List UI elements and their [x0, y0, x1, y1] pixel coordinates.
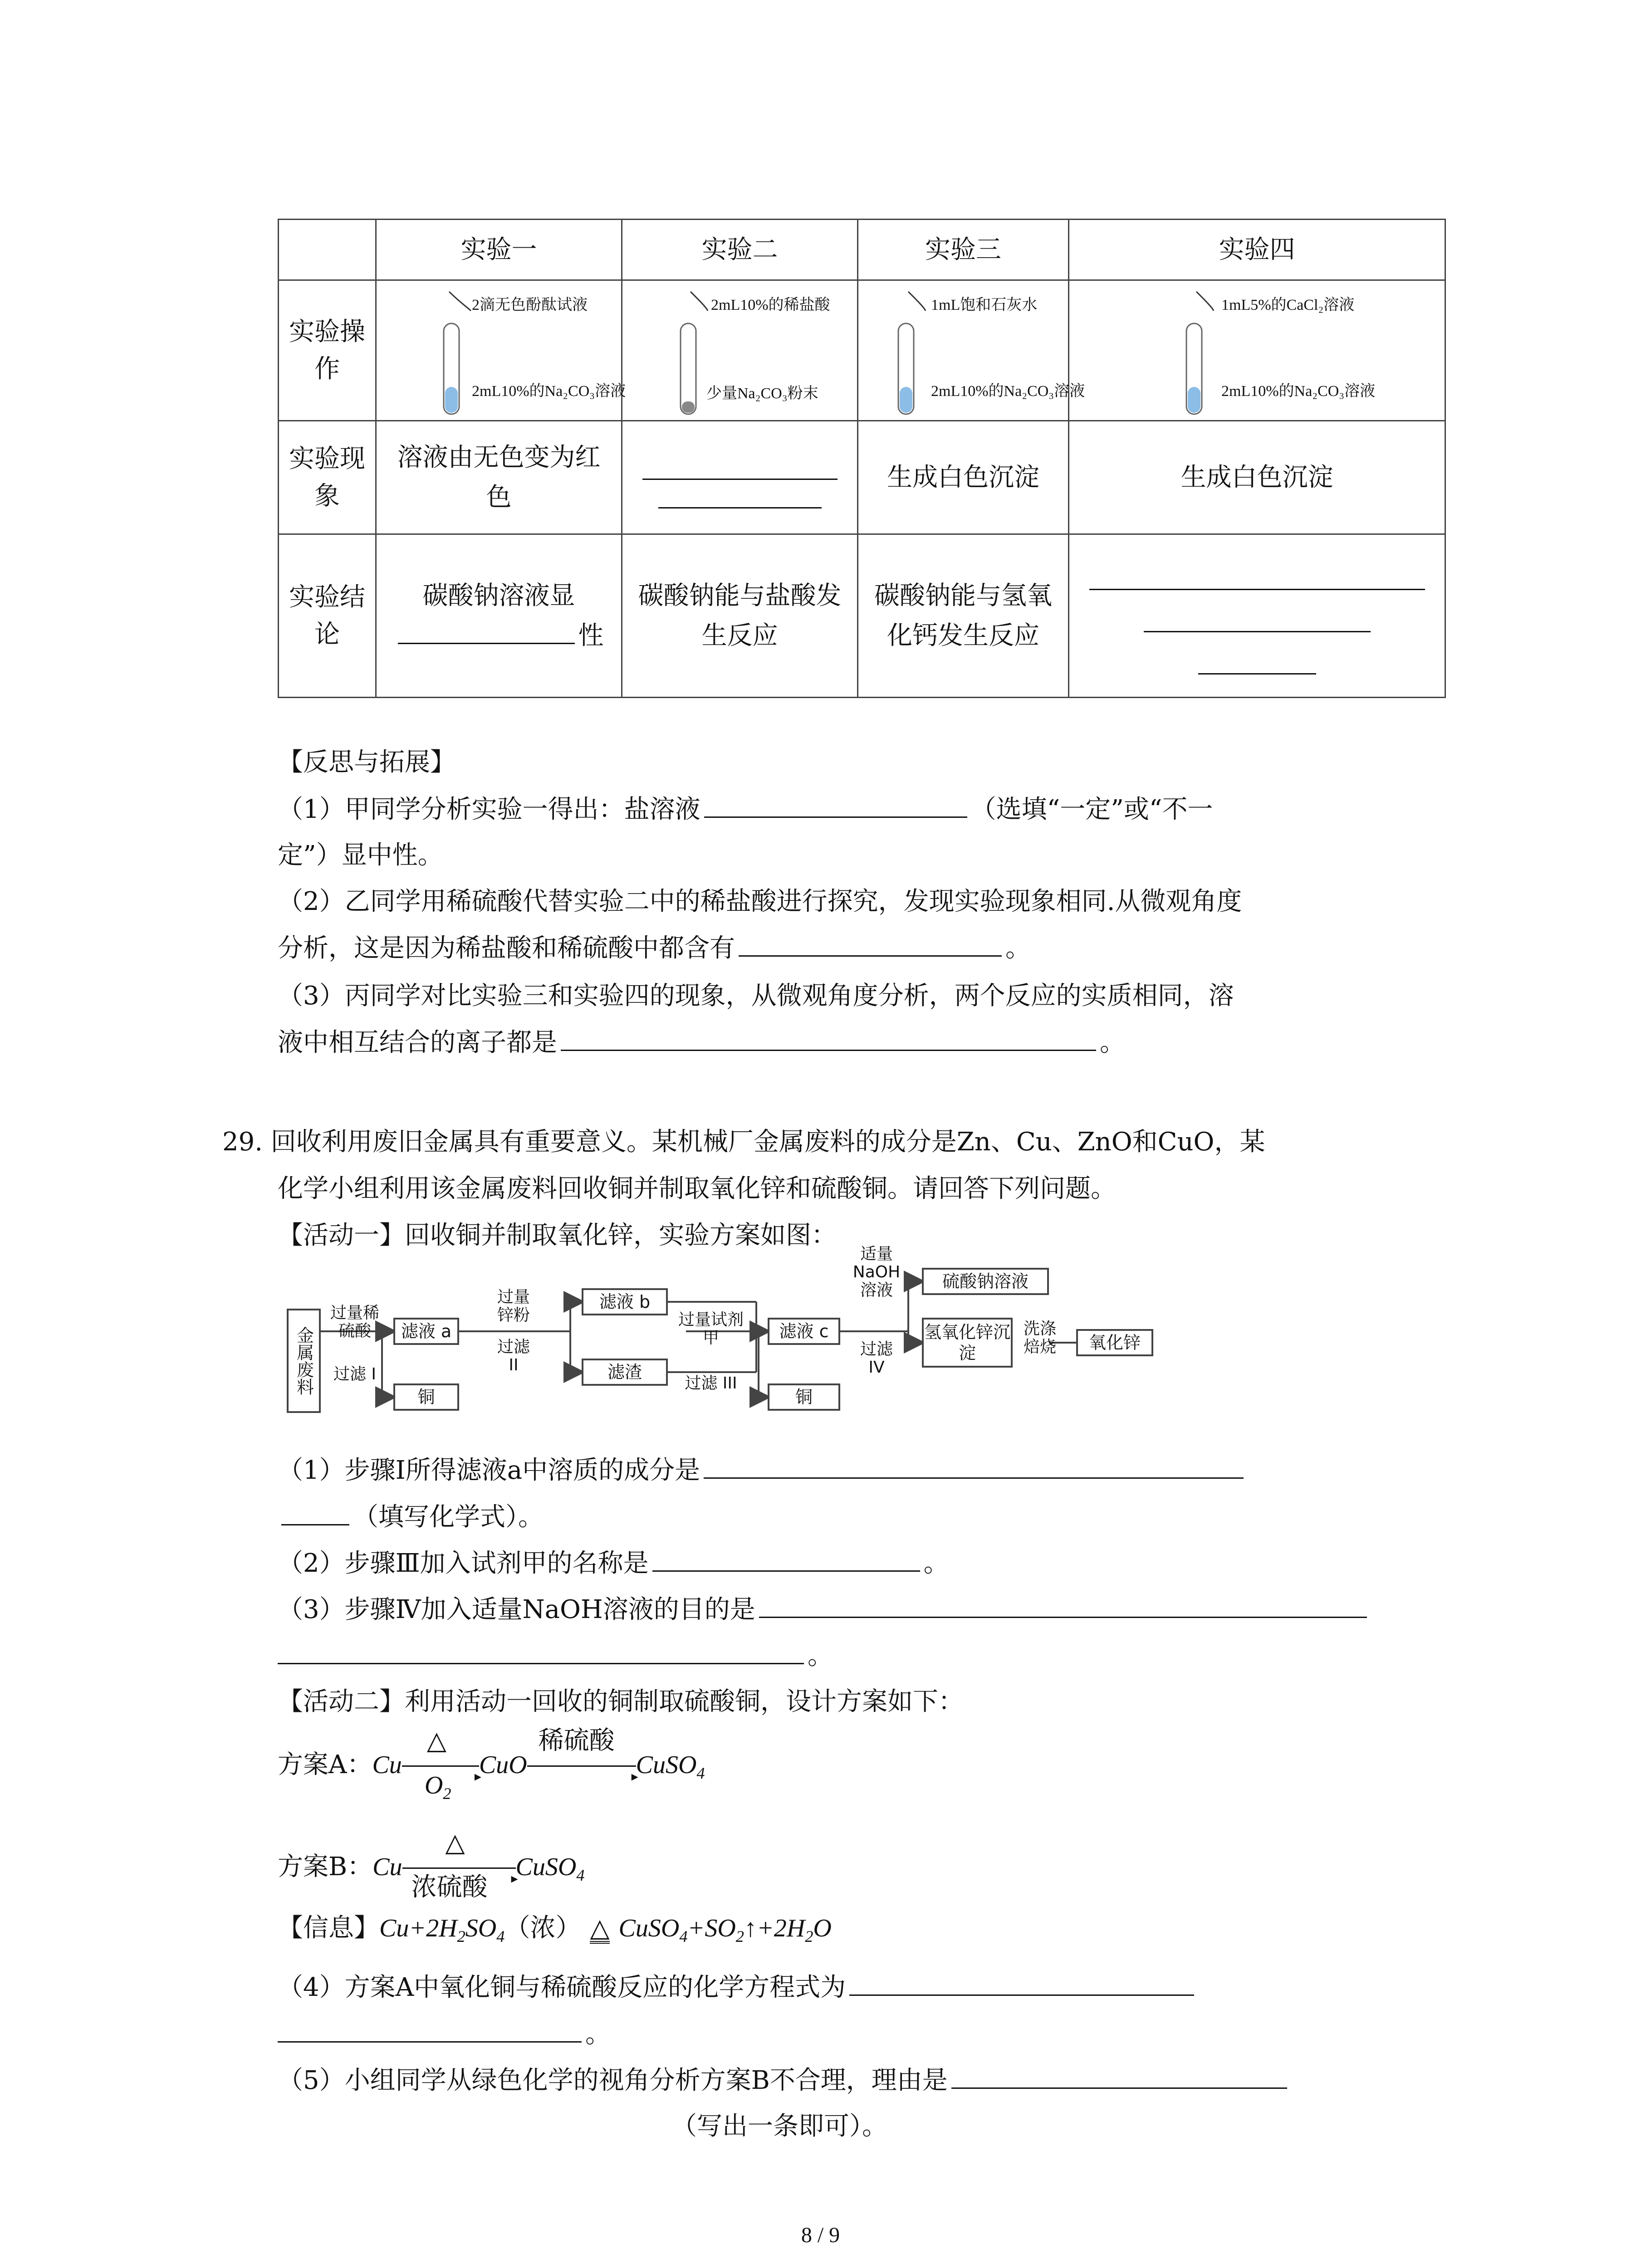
- op3-top-label: 1mL饱和石灰水: [931, 296, 1038, 313]
- test-tube-icon: [1174, 283, 1215, 419]
- flow-filtrate-c: 滤液 c: [768, 1318, 840, 1345]
- operation-exp1: [376, 280, 626, 421]
- flow-residue: 滤渣: [582, 1359, 668, 1386]
- op1-bottom-label: 2mL10%的Na₂CO₃溶液: [472, 382, 626, 400]
- experiment-table: [278, 219, 1446, 698]
- flow-step1-reagent: 过量稀硫酸: [330, 1304, 379, 1340]
- op2-bottom-label: 少量Na₂CO₃粉末: [706, 385, 818, 402]
- row-label-conclusion: 实验结论: [279, 534, 376, 698]
- info-equation: 【信息】$Cu+2H_2SO_4$（浓） △ $CuSO_4+SO_2↑+2H_2O$: [278, 1913, 832, 1946]
- flow-wash-roast: 洗涤焙烧: [1023, 1320, 1056, 1356]
- header-exp2: 实验二: [622, 220, 858, 280]
- flow-filtrate-a: 滤液 a: [393, 1318, 459, 1345]
- q29-s5-line2: （写出一条即可）。: [671, 2112, 887, 2141]
- flow-arrows: [278, 1261, 1185, 1452]
- op4-bottom-label: 2mL10%的Na₂CO₃溶液: [1221, 382, 1376, 400]
- flow-copper-2: 铜: [768, 1383, 840, 1411]
- q29-activity2: 【活动二】利用活动一回收的铜制取硫酸铜，设计方案如下：: [278, 1687, 964, 1716]
- table-corner: [279, 220, 376, 280]
- reflect-heading: 【反思与拓展】: [278, 748, 456, 777]
- flow-step3-op: 过滤 III: [685, 1374, 737, 1393]
- op3-bottom-label: 2mL10%的Na₂CO₃溶液: [931, 382, 1085, 400]
- q29-s5-line1: （5）小组同学从绿色化学的视角分析方案B不合理，理由是: [278, 2064, 1291, 2097]
- phenomenon-exp3: 生成白色沉淀: [858, 421, 1069, 534]
- reflect-q1-line2: 定”）显中性。: [278, 841, 443, 870]
- flow-copper-1: 铜: [393, 1383, 459, 1411]
- row-label-phenomenon: 实验现象: [279, 421, 376, 534]
- answer-blank[interactable]: [561, 1026, 1096, 1051]
- answer-blank[interactable]: [739, 932, 1002, 957]
- test-tube-icon: [668, 283, 709, 419]
- answer-blank[interactable]: [759, 1593, 1367, 1618]
- test-tube-icon: [886, 283, 926, 419]
- q29-s4-line2: 。: [278, 2018, 611, 2051]
- flow-chart: [278, 1245, 1185, 1452]
- op1-top-label: 2滴无色酚酞试液: [472, 296, 588, 313]
- header-exp3: 实验三: [858, 220, 1069, 280]
- flow-step1-op: 过滤 I: [333, 1365, 377, 1383]
- reflect-q3-line1: （3）丙同学对比实验三和实验四的现象，从微观角度分析，两个反应的实质相同，溶: [278, 981, 1234, 1011]
- reflect-q3-line2: 液中相互结合的离子都是 。: [278, 1026, 1125, 1059]
- q29-s3-line2: 。: [278, 1639, 833, 1672]
- q29-s1-line1: （1）步骤Ⅰ所得滤液a中溶质的成分是: [278, 1454, 1247, 1487]
- conclusion-exp3: 碳酸钠能与氢氧化钙发生反应: [858, 534, 1069, 698]
- flow-sodium-sulfate: 硫酸钠溶液: [922, 1268, 1049, 1295]
- flow-zinc-oxide: 氧化锌: [1076, 1329, 1153, 1356]
- row-label-operation: 实验操作: [279, 280, 376, 421]
- q29-s2: （2）步骤Ⅲ加入试剂甲的名称是 。: [278, 1547, 949, 1580]
- flow-zinc-hydroxide: 氢氧化锌沉淀: [922, 1318, 1013, 1368]
- flow-step3-reagent: 过量试剂甲: [678, 1310, 744, 1347]
- page-number: 8 / 9: [801, 2223, 840, 2247]
- conclusion-exp1: 碳酸钠溶液显 性: [376, 534, 622, 698]
- q29-s3-line1: （3）步骤Ⅳ加入适量NaOH溶液的目的是: [278, 1593, 1371, 1626]
- conclusion-exp4: [1069, 534, 1445, 698]
- phenomenon-exp2: [622, 421, 858, 534]
- q29-s1-line2: （填写化学式）。: [278, 1501, 544, 1534]
- flow-step2-reagent: 过量锌粉: [497, 1288, 530, 1325]
- header-exp1: 实验一: [376, 220, 622, 280]
- answer-blank[interactable]: [849, 1971, 1194, 1996]
- op4-top-label: 1mL5%的CaCl₂溶液: [1221, 296, 1355, 313]
- answer-blank[interactable]: [704, 1454, 1244, 1479]
- answer-blank[interactable]: [951, 2064, 1287, 2089]
- answer-blank[interactable]: [652, 1547, 920, 1572]
- op2-top-label: 2mL10%的稀盐酸: [711, 296, 830, 313]
- answer-blank[interactable]: [281, 1501, 349, 1525]
- q29-s4-line1: （4）方案A中氧化铜与稀硫酸反应的化学方程式为: [278, 1971, 1198, 2004]
- reflect-q2-line2: 分析，这是因为稀盐酸和稀硫酸中都含有 。: [278, 932, 1031, 965]
- flow-step4-op: 过滤 IV: [860, 1340, 893, 1377]
- plan-a: 方案A：Cu △ ▸ $O_2$ CuO 稀硫酸 ▸ CuSO$_4$: [278, 1725, 705, 1803]
- answer-blank[interactable]: [278, 1639, 804, 1664]
- conclusion-exp2: 碳酸钠能与盐酸发生反应: [622, 534, 858, 698]
- flow-filtrate-b: 滤液 b: [582, 1288, 668, 1315]
- test-tube-icon: [431, 283, 472, 419]
- plan-b: 方案B：Cu △ ▸ 浓硫酸 CuSO$_4$: [278, 1828, 585, 1902]
- q29-intro-line2: 化学小组利用该金属废料回收铜并制取氧化锌和硫酸铜。请回答下列问题。: [278, 1174, 1116, 1203]
- phenomenon-exp4: 生成白色沉淀: [1069, 421, 1445, 534]
- reflect-q2-line1: （2）乙同学用稀硫酸代替实验二中的稀盐酸进行探究，发现实验现象相同.从微观角度: [278, 887, 1242, 916]
- flow-raw-material: 金属废料: [287, 1309, 321, 1413]
- flow-step2-op: 过滤 II: [497, 1338, 530, 1374]
- phenomenon-exp1: 溶液由无色变为红色: [376, 421, 622, 534]
- reflect-q1-line1: （1）甲同学分析实验一得出：盐溶液 （选填“一定”或“不一: [278, 793, 1213, 826]
- answer-blank[interactable]: [704, 793, 967, 818]
- flow-step4-reagent: 适量NaOH溶液: [852, 1245, 901, 1300]
- header-exp4: 实验四: [1069, 220, 1445, 280]
- q29-intro-line1: 29. 回收利用废旧金属具有重要意义。某机械厂金属废料的成分是Zn、Cu、ZnO和CuO，某: [222, 1127, 1265, 1157]
- answer-blank[interactable]: [278, 2018, 582, 2043]
- operation-exp3: [858, 280, 1085, 421]
- operation-exp2: [622, 280, 858, 421]
- operation-exp4: [1069, 280, 1445, 421]
- q29-activity1: 【活动一】回收铜并制取氧化锌，实验方案如图：: [278, 1221, 837, 1250]
